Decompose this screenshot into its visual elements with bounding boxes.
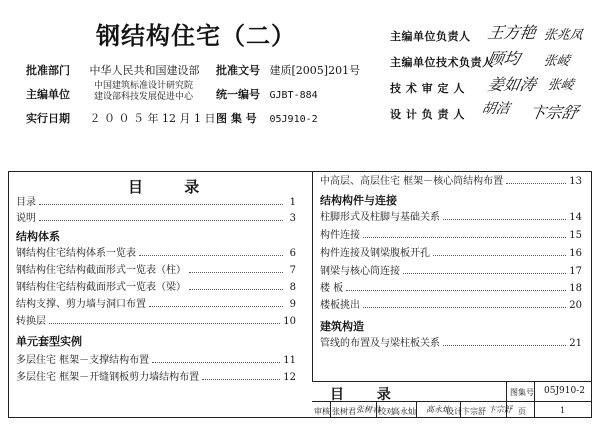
title-block-border bbox=[312, 381, 592, 382]
toc-row[interactable] bbox=[320, 228, 582, 241]
page-title: 钢结构住宅（二） bbox=[96, 21, 296, 50]
toc-row[interactable] bbox=[320, 281, 582, 294]
toc-row[interactable] bbox=[320, 298, 582, 311]
toc-row[interactable] bbox=[320, 246, 582, 259]
toc-entry-page: 1 bbox=[289, 197, 296, 208]
toc-section-heading: 结构体系 bbox=[16, 230, 60, 243]
atlas-no bbox=[216, 112, 318, 126]
sig-label-chief: 主编单位负责人 bbox=[390, 30, 471, 43]
toc-entry-page: 11 bbox=[283, 355, 296, 366]
tb-design-label: 设计 bbox=[446, 407, 462, 416]
tb-atlas-label: 图集号 bbox=[510, 388, 534, 397]
signature-design-2: 卞宗舒 bbox=[528, 103, 580, 122]
signature-chief-1: 王方艳 bbox=[486, 23, 538, 42]
toc-entry-title: 构件连接及钢梁腹板开孔 bbox=[320, 248, 430, 259]
approve-doc-label: 批准文号 bbox=[216, 64, 260, 77]
tb-atlas-no: 05J910-2 bbox=[544, 386, 586, 396]
toc-entry-page: 3 bbox=[289, 213, 296, 224]
tb-designer: 卞宗舒 bbox=[462, 407, 486, 416]
toc-row[interactable] bbox=[16, 314, 296, 327]
toc-row[interactable] bbox=[320, 174, 582, 187]
toc-section-heading: 单元套型实例 bbox=[16, 335, 82, 348]
toc-row[interactable] bbox=[16, 280, 296, 293]
toc-row[interactable] bbox=[16, 263, 296, 276]
unified-no-value: GJBT-884 bbox=[269, 90, 318, 101]
toc-row[interactable] bbox=[16, 297, 296, 310]
signature-design-1: 胡洁 bbox=[480, 101, 512, 117]
toc-entry-page: 6 bbox=[289, 248, 296, 259]
editor-line1: 中国建筑标准设计研究院 bbox=[94, 81, 194, 91]
toc-entry-title: 目录 bbox=[16, 197, 36, 208]
sig-label-design: 设 计 负 责 人 bbox=[390, 108, 465, 121]
toc-section-heading: 建筑构造 bbox=[320, 320, 364, 333]
toc-row[interactable] bbox=[16, 246, 296, 259]
toc-entry-page: 18 bbox=[569, 283, 582, 294]
tb-reviewer-signature: 张树君 bbox=[356, 405, 380, 414]
approve-dept-value: 中华人民共和国建设部 bbox=[89, 64, 200, 77]
toc-heading: 目 录 bbox=[128, 178, 218, 196]
toc-entry-title: 钢结构住宅结构截面形式一览表（梁） bbox=[16, 282, 186, 293]
toc-entry-page: 20 bbox=[569, 300, 582, 311]
tb-vline bbox=[330, 401, 331, 418]
toc-entry-title: 钢结构住宅结构截面形式一览表（柱） bbox=[16, 265, 186, 276]
signature-tech-2: 张崚 bbox=[542, 54, 571, 69]
date bbox=[26, 112, 215, 125]
toc-entry-title: 楼 板 bbox=[320, 283, 344, 294]
toc-entry-page: 15 bbox=[569, 230, 582, 241]
toc-entry-title: 柱脚形式及柱脚与基础关系 bbox=[320, 212, 440, 223]
toc-row[interactable] bbox=[320, 210, 582, 223]
signature-review-2: 张崚 bbox=[546, 78, 575, 93]
approve-dept-label: 批准部门 bbox=[26, 64, 70, 77]
signature-review-1: 姜如涛 bbox=[486, 75, 538, 94]
toc-entry-page: 10 bbox=[283, 316, 296, 327]
toc-row[interactable] bbox=[16, 195, 296, 208]
unified-no bbox=[216, 88, 318, 102]
toc-entry-page: 8 bbox=[289, 282, 296, 293]
approve-dept bbox=[26, 64, 200, 77]
toc-entry-page: 16 bbox=[569, 248, 582, 259]
tb-checker: 高永灿 bbox=[392, 407, 416, 416]
editor-label-wrap bbox=[26, 88, 72, 101]
signature-chief-2: 张兆凤 bbox=[542, 28, 584, 43]
toc-entry-page: 9 bbox=[289, 299, 296, 310]
toc-entry-title: 结构支撑、剪力墙与洞口布置 bbox=[16, 299, 146, 310]
toc-entry-title: 构件连接 bbox=[320, 230, 360, 241]
toc-entry-title: 管线的布置及与梁柱板关系 bbox=[320, 338, 440, 349]
toc-row[interactable] bbox=[320, 264, 582, 277]
tb-check-label: 校对 bbox=[378, 407, 394, 416]
toc-entry-title: 多层住宅 框架－开缝钢板剪力墙结构布置 bbox=[16, 372, 200, 383]
atlas-no-label: 图 集 号 bbox=[216, 112, 257, 125]
toc-entry-page: 7 bbox=[289, 265, 296, 276]
signature-tech-1: 顾均 bbox=[486, 49, 522, 68]
tb-review-label: 审核 bbox=[314, 407, 330, 416]
atlas-no-value: 05J910-2 bbox=[269, 114, 318, 125]
approve-doc-value: 建质[2005]201号 bbox=[269, 64, 361, 77]
approve-doc bbox=[216, 64, 360, 77]
tb-vline bbox=[534, 381, 535, 418]
date-value: ２ ０ ０ ５ 年 12 月 1 日 bbox=[89, 112, 216, 125]
toc-entry-page: 21 bbox=[569, 338, 582, 349]
toc-entry-page: 13 bbox=[569, 176, 582, 187]
toc-entry-page: 12 bbox=[283, 372, 296, 383]
column-divider bbox=[312, 171, 313, 381]
sig-label-review: 技 术 审 定 人 bbox=[390, 82, 465, 95]
toc-entry-title: 钢结构住宅结构体系一览表 bbox=[16, 248, 136, 259]
toc-row[interactable] bbox=[16, 370, 296, 383]
date-label: 实行日期 bbox=[26, 112, 70, 125]
unified-no-label: 统一编号 bbox=[216, 88, 260, 101]
toc-row[interactable] bbox=[16, 353, 296, 366]
toc-section-heading: 结构构件与连接 bbox=[320, 194, 397, 207]
toc-entry-page: 17 bbox=[569, 266, 582, 277]
toc-entry-title: 转换层 bbox=[16, 316, 46, 327]
tb-designer-signature: 卞宗舒 bbox=[488, 405, 512, 414]
tb-reviewer: 张树君 bbox=[332, 407, 356, 416]
tb-page-label: 页 bbox=[518, 407, 526, 416]
toc-entry-title: 钢梁与核心筒连接 bbox=[320, 266, 400, 277]
tb-page-no: 1 bbox=[560, 406, 566, 415]
toc-row[interactable] bbox=[16, 211, 296, 224]
toc-row[interactable] bbox=[320, 336, 582, 349]
toc-entry-title: 多层住宅 框架－支撑结构布置 bbox=[16, 355, 150, 366]
editor-line2: 建设部科技发展促进中心 bbox=[94, 92, 194, 102]
toc-entry-title: 说明 bbox=[16, 213, 36, 224]
title-block-name: 目 录 bbox=[330, 387, 405, 403]
tb-vline bbox=[416, 401, 417, 418]
toc-entry-page: 14 bbox=[569, 212, 582, 223]
sig-label-tech: 主编单位技术负责人 bbox=[390, 56, 494, 69]
toc-entry-title: 中高层、高层住宅 框架－核心筒结构布置 bbox=[320, 176, 504, 187]
tb-checker-signature: 高永灿 bbox=[426, 405, 450, 414]
editor-label: 主编单位 bbox=[26, 88, 70, 101]
toc-entry-title: 楼板挑出 bbox=[320, 300, 360, 311]
